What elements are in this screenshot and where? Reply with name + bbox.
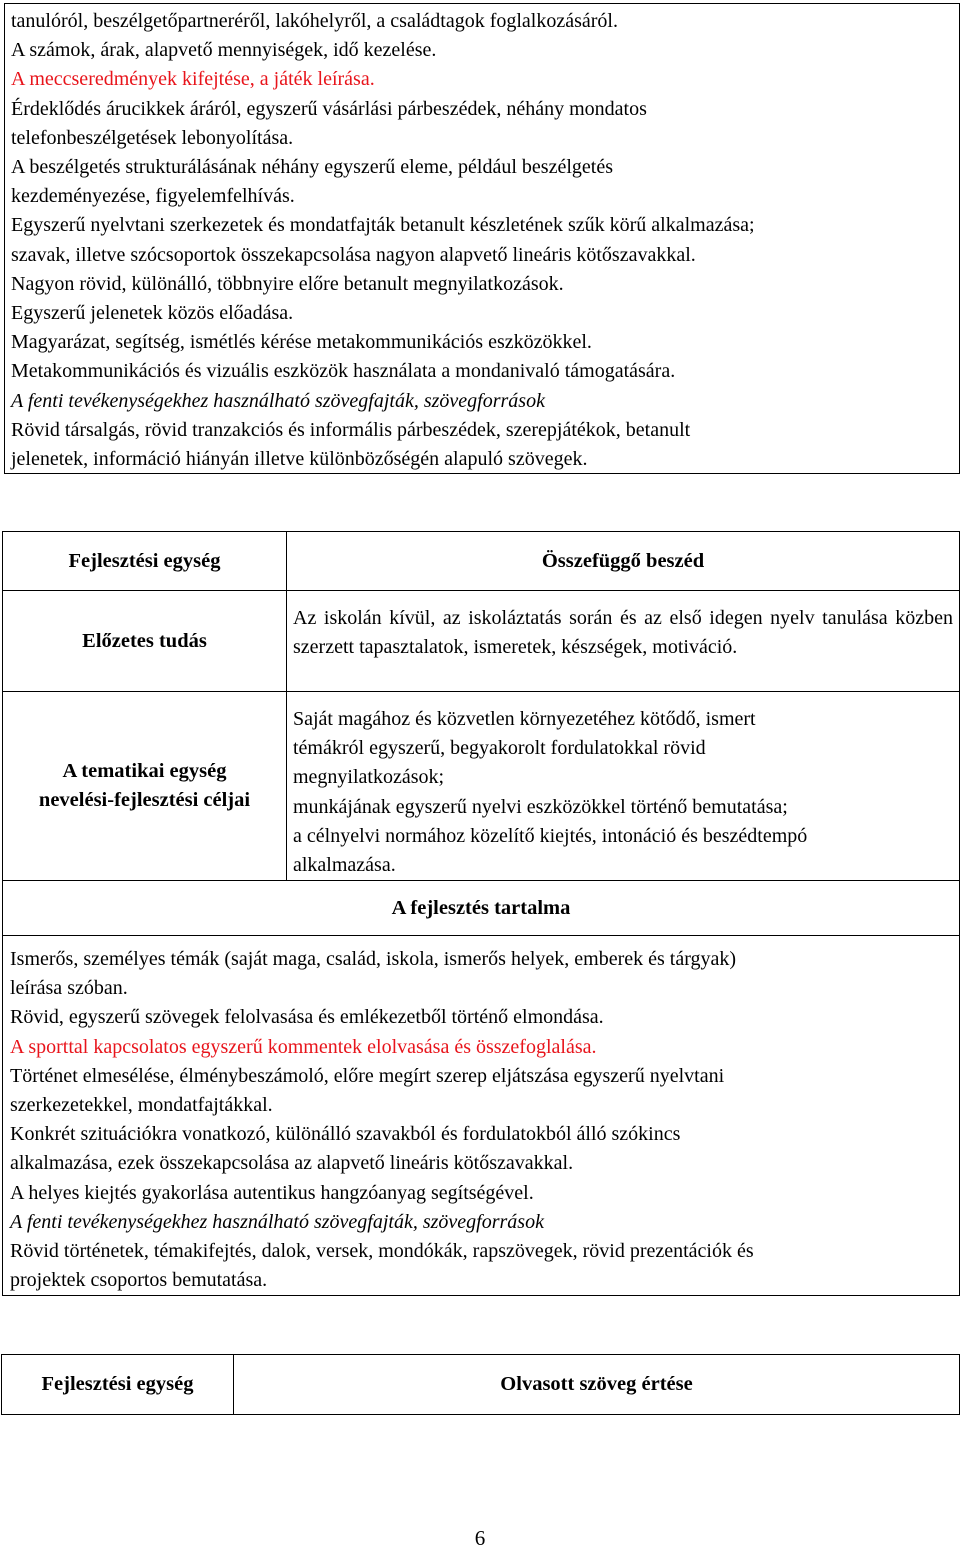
content-line: szerkezetekkel, mondatfajtákkal. [10,1094,273,1117]
content-line-highlighted: A meccseredmények kifejtése, a játék leírása. [11,68,375,91]
unit-label: Fejlesztési egység [41,1373,194,1395]
prior-knowledge-text: Az iskolán kívül, az iskoláztatás során és az első idegen nyelv tanulása közben szerzett tapasztalatok, ismeretek, készségek, motiváció. [293,607,953,659]
goals-line: a célnyelvi normához közelítő kiejtés, intonáció és beszédtempó [293,824,808,847]
content-line: Rövid történetek, témakifejtés, dalok, versek, mondókák, rapszövegek, rövid prezentációk és [10,1240,754,1263]
goals-line: Saját magához és közvetlen környezetéhez kötődő, ismert [293,708,756,730]
content-line: tanulóról, beszélgetőpartneréről, lakóhelyről, a családtagok foglalkozásáról. [11,10,618,32]
content-line: Magyarázat, segítség, ismétlés kérése metakommunikációs eszközökkel. [11,331,592,354]
unit-table-reading [1,1354,960,1415]
content-line: szavak, illetve szócsoportok összekapcsolása nagyon alapvető lineáris kötőszavakkal. [11,243,696,266]
content-line: A számok, árak, alapvető mennyiségek, idő kezelése. [11,39,437,62]
content-line: Rövid társalgás, rövid tranzakciós és informális párbeszédek, szerepjátékok, betanult [11,418,691,441]
goals-label-cell [3,692,286,880]
content-line: Egyszerű jelenetek közös előadása. [11,302,294,325]
content-header: A fejlesztés tartalma [391,896,571,919]
text-types-heading: A fenti tevékenységekhez használható szövegfajták, szövegforrások [10,1210,544,1233]
content-line: Egyszerű nyelvtani szerkezetek és mondatfajták betanult készletének szűk körű alkalmazása; [11,214,755,237]
goals-text [293,705,955,880]
goals-line: munkájának egyszerű nyelvi eszközökkel történő bemutatása; [293,795,788,818]
unit-title: Olvasott szöveg értése [500,1373,693,1395]
content-body [10,945,954,1295]
unit-label-cell [3,532,286,590]
content-line: Ismerős, személyes témák (saját maga, család, iskola, ismerős helyek, emberek és tárgyak) [10,948,737,970]
content-line: Rövid, egyszerű szövegek felolvasása és emlékezetből történő elmondása. [10,1006,604,1029]
content-line: Érdeklődés árucikkek áráról, egyszerű vásárlási párbeszédek, néhány mondatos [11,97,647,120]
content-line: Történet elmesélése, élménybeszámoló, előre megírt szerep eljátszása egyszerű nyelvtani [10,1064,725,1087]
content-line: Nagyon rövid, különálló, többnyire előre betanult megnyilatkozások. [11,272,564,295]
content-line: leírása szóban. [10,977,128,1000]
content-line: projektek csoportos bemutatása. [10,1269,268,1292]
content-line: Konkrét szituációkra vonatkozó, különálló szavakból és fordulatokból álló szókincs [10,1123,681,1146]
prior-knowledge-label: Előzetes tudás [82,629,207,652]
row-divider [3,935,959,936]
content-line: telefonbeszélgetések lebonyolítása. [11,126,294,149]
content-header-cell [3,881,959,935]
goals-label-line-2: nevelési-fejlesztési céljai [38,789,251,811]
content-line: A helyes kiejtés gyakorlása autentikus hangzóanyag segítségével. [10,1181,534,1204]
goals-line: megnyilatkozások; [293,766,445,789]
unit-title-cell [287,532,959,590]
page-number: 6 [474,1526,486,1550]
content-line: alkalmazása, ezek összekapcsolása az alapvető lineáris kötőszavakkal. [10,1152,574,1175]
unit-label-cell [2,1355,233,1414]
unit-title-cell [234,1355,959,1414]
content-table-continued [4,3,960,474]
prior-knowledge-label-cell [3,591,286,691]
text-types-heading: A fenti tevékenységekhez használható szövegfajták, szövegforrások [11,389,545,412]
content-lines [11,7,951,474]
content-line: kezdeményezése, figyelemfelhívás. [11,185,295,208]
content-line: jelenetek, információ hiányán illetve különbözőségén alapuló szövegek. [11,448,588,471]
content-line: A beszélgetés strukturálásának néhány egyszerű eleme, például beszélgetés [11,156,613,179]
goals-line: alkalmazása. [293,854,396,877]
unit-label: Fejlesztési egység [68,549,221,572]
unit-title: Összefüggő beszéd [541,549,705,572]
content-line-highlighted: A sporttal kapcsolatos egyszerű kommentek elolvasása és összefoglalása. [10,1035,597,1058]
goals-line: témákról egyszerű, begyakorolt fordulatokkal rövid [293,737,706,760]
unit-table-speaking [2,531,960,1296]
goals-label-line-1: A tematikai egység [62,760,227,782]
content-line: Metakommunikációs és vizuális eszközök használata a mondanivaló támogatására. [11,360,676,383]
